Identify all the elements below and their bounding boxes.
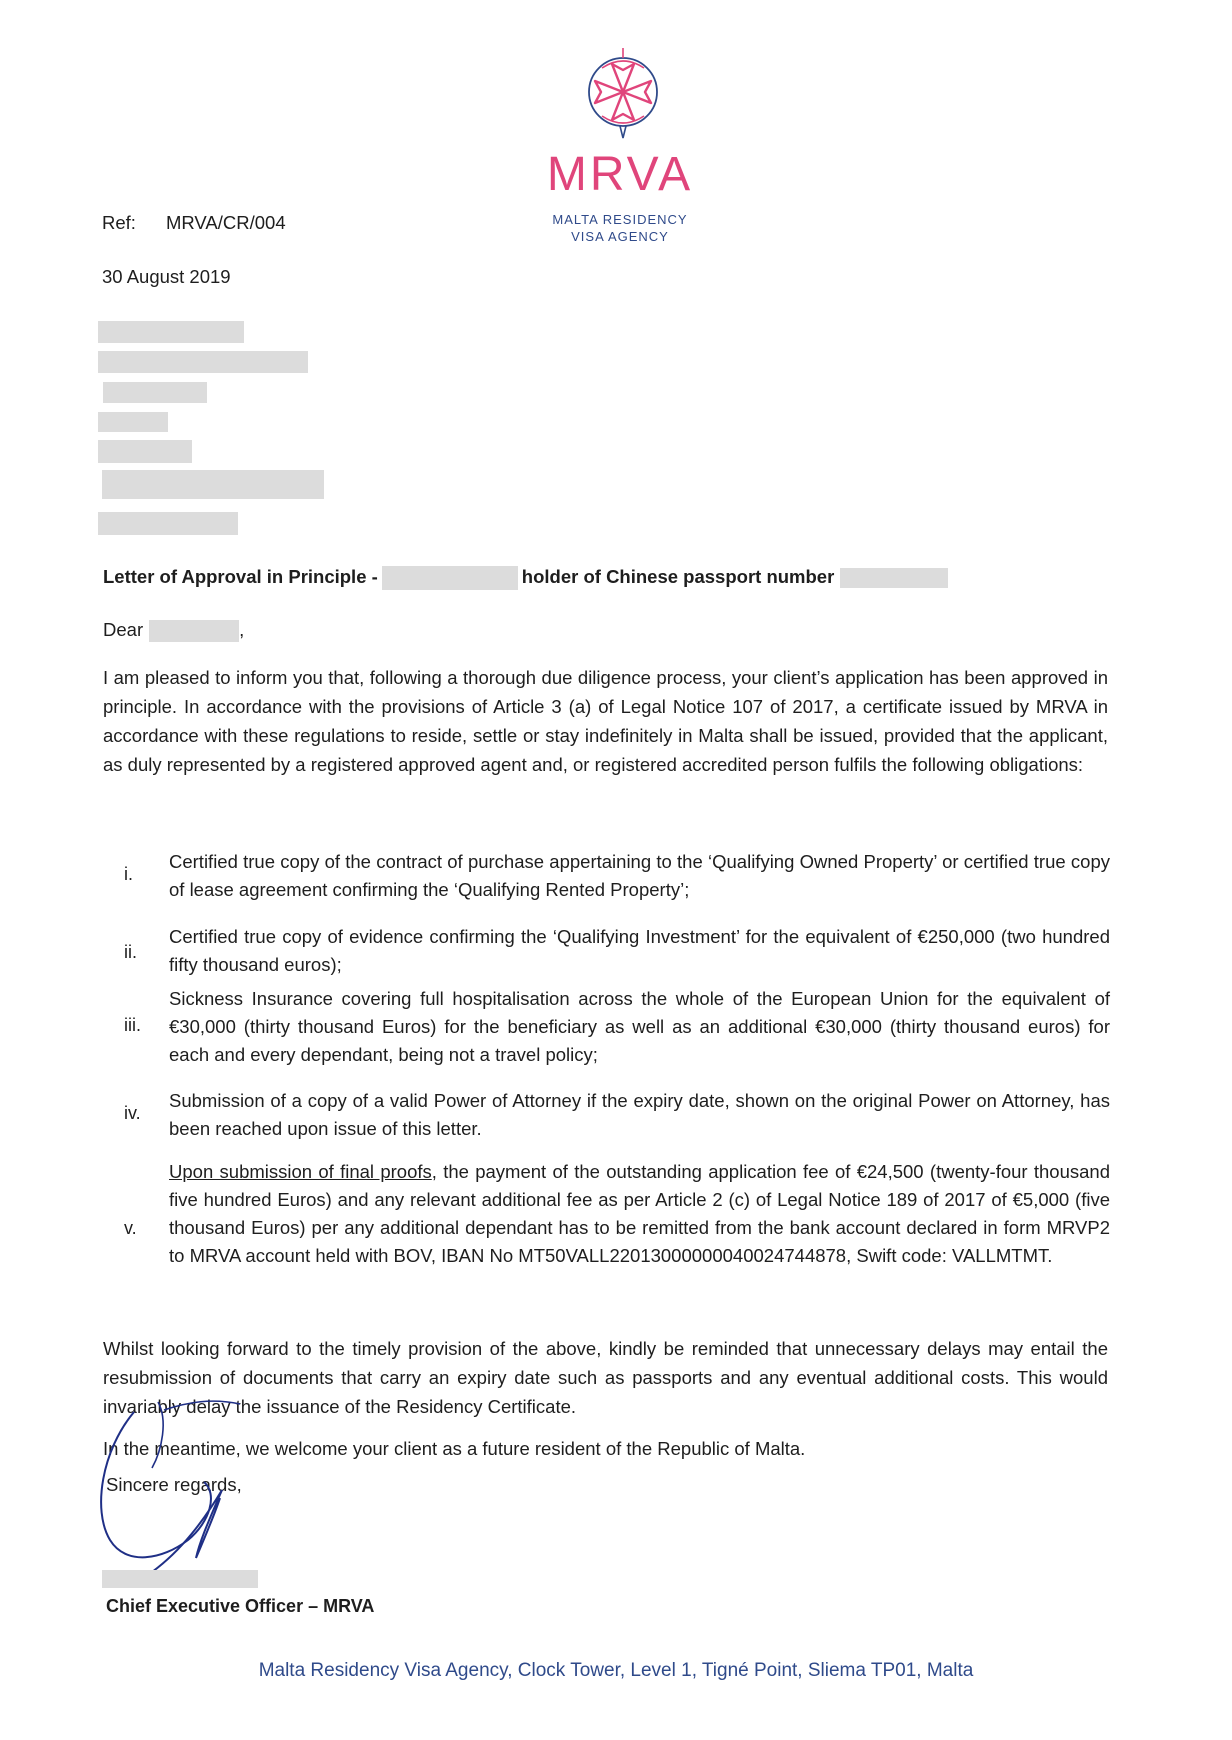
- footer-address: Malta Residency Visa Agency, Clock Tower, Level 1, Tigné Point, Sliema TP01, Malta: [258, 1660, 974, 1681]
- redacted-address-line: [98, 321, 244, 343]
- redacted-recipient-name: [149, 620, 239, 642]
- intro-paragraph: I am pleased to inform you that, following a thorough due diligence process, your client’s application has been approved in principle. In accordance with the provisions of Article 3 (a) of Legal Notice 107 of 2017, a certificate issued by MRVA in accordance with these regulations to reside, settle or stay indefinitely in Malta shall be issued, provided that the applicant, as duly represented by a registered approved agent and, or registered accredited person fulfils the following obligations:: [103, 667, 1108, 775]
- closing-paragraph: Whilst looking forward to the timely provision of the above, kindly be reminded that unnecessary delays may entail the resubmission of documents that carry an expiry date such as passports and any eventual additional costs. This would invariably delay the issuance of the Residency Certificate.: [103, 1338, 1108, 1417]
- salutation-comma: ,: [239, 619, 245, 640]
- redacted-address-line: [102, 470, 324, 499]
- list-item-text: [169, 1158, 1110, 1270]
- signatory-title: Chief Executive Officer – MRVA: [106, 1596, 375, 1616]
- salutation-dear: Dear: [103, 619, 144, 640]
- list-item-text-rest: , the payment of the outstanding application fee of €24,500 (twenty-four thousand five hundred Euros) and any relevant additional fee as per Article 2 (c) of Legal Notice 189 of 2017 of €5,000 (five thousand Euros) per any additional dependant has to be remitted from the bank account declared in form MRVP2 to MRVA account held with BOV, IBAN No MT50VALL22013000000040024744878, Swift code: VALLMTMT.: [169, 1161, 1110, 1266]
- subject-middle: holder of Chinese passport number: [521, 566, 835, 587]
- logo-subtitle-line1: MALTA RESIDENCY: [552, 212, 688, 227]
- redacted-address-line: [98, 440, 192, 463]
- ref-label: Ref:: [102, 212, 136, 233]
- letter-date: 30 August 2019: [102, 266, 231, 287]
- list-item-number: iv.: [124, 1103, 141, 1123]
- list-item-number: i.: [124, 864, 133, 884]
- redacted-name: [382, 566, 518, 590]
- list-item-text: Certified true copy of evidence confirming the ‘Qualifying Investment’ for the equivalent of €250,000 (two hundred fifty thousand euros);: [169, 926, 1110, 975]
- redacted-address-line: [103, 382, 207, 403]
- mrva-logo-icon: [582, 46, 664, 146]
- redacted-passport-number: [840, 568, 948, 588]
- redacted-address-line: [98, 351, 308, 373]
- list-item-number: ii.: [124, 942, 137, 962]
- list-item-text: Certified true copy of the contract of purchase appertaining to the ‘Qualifying Owned Property’ or certified true copy of lease agreement confirming the ‘Qualifying Rented Property’;: [169, 851, 1110, 900]
- list-item-text: Submission of a copy of a valid Power of Attorney if the expiry date, shown on the original Power on Attorney, has been reached upon issue of this letter.: [169, 1090, 1110, 1139]
- list-item-text: Sickness Insurance covering full hospitalisation across the whole of the European Union for the equivalent of €30,000 (thirty thousand Euros) for the beneficiary as well as an additional €30,000 (thirty thousand euros) for each and every dependant, being not a travel policy;: [169, 988, 1110, 1065]
- signature-icon: [92, 1390, 242, 1580]
- subject-prefix: Letter of Approval in Principle -: [103, 566, 378, 587]
- logo-wordmark: MRVA: [546, 148, 694, 201]
- redacted-address-line: [98, 512, 238, 535]
- list-item-number: v.: [124, 1218, 137, 1238]
- letter-subject: [103, 566, 948, 590]
- redacted-address-line: [98, 412, 168, 432]
- ref-value: MRVA/CR/004: [166, 212, 286, 233]
- welcome-line: In the meantime, we welcome your client as a future resident of the Republic of Malta.: [103, 1438, 806, 1459]
- reference-line: [102, 212, 286, 234]
- salutation: [103, 619, 244, 642]
- regards-line: Sincere regards,: [106, 1474, 242, 1495]
- underlined-phrase: Upon submission of final proofs: [169, 1161, 432, 1182]
- logo-subtitle-line2: VISA AGENCY: [571, 229, 669, 244]
- redacted-signatory-name: [102, 1570, 258, 1588]
- list-item-number: iii.: [124, 1015, 141, 1035]
